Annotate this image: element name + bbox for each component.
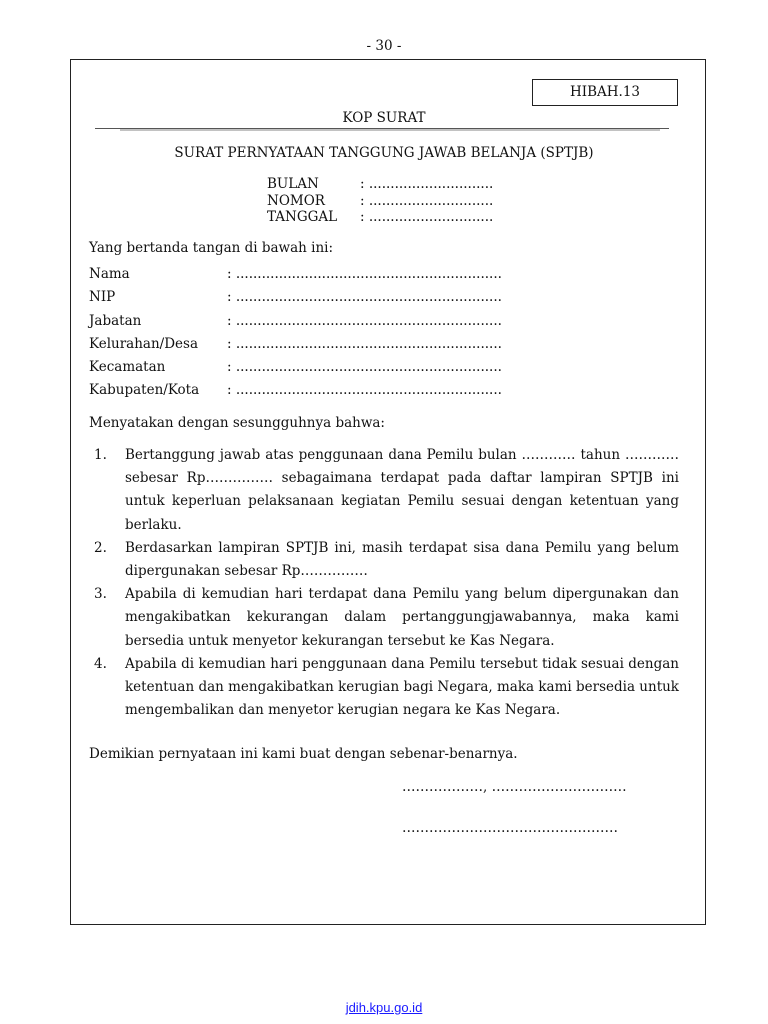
field-label: Kabupaten/Kota [89,382,200,399]
identity-fields [89,265,502,405]
list-number: 4. [94,655,107,672]
field-label: NIP [89,289,116,306]
letterhead-rule-shadow [120,129,660,131]
field-value: : .............................................................. [227,266,502,282]
list-number: 1. [94,447,107,463]
footer-link[interactable]: jdih.kpu.go.id [345,1000,423,1015]
list-item [89,653,679,723]
field-value: : .............................................................. [227,289,502,306]
statement-heading: Menyatakan dengan sesungguhnya bahwa: [89,415,385,431]
intro-text: Yang bertanda tangan di bawah ini: [89,240,334,256]
meta-value: : ............................. [360,209,494,225]
field-row-kelurahan [89,335,502,358]
document-title: SURAT PERNYATAAN TANGGUNG JAWAB BELANJA (SPTJB) [174,145,594,161]
field-label: Kecamatan [89,359,166,376]
list-number: 3. [94,586,107,603]
list-text: Bertanggung jawab atas penggunaan dana Pemilu bulan ………… tahun ………… sebesar Rp…………… sebagaimana terdapat pada daftar lampiran SPTJB ini untuk keperluan pelaksanaan kegiatan Pemilu sesuai dengan ketentuan yang berlaku. [125,447,679,533]
signature-place-date: ………………, ………………………… [402,779,627,795]
signature-name: ………………………………………… [402,820,618,836]
field-value: : .............................................................. [227,359,502,376]
meta-row-nomor [267,193,493,210]
page-number: - 30 - [366,38,402,54]
document-meta [267,176,493,226]
statement-list [89,444,679,722]
letterhead-label: KOP SURAT [342,110,426,126]
field-row-nip [89,288,502,311]
field-row-jabatan [89,312,502,335]
list-number: 2. [94,539,107,556]
field-value: : .............................................................. [227,312,502,329]
list-text: Apabila di kemudian hari penggunaan dana Pemilu tersebut tidak sesuai dengan ketentuan dan mengakibatkan kerugian bagi Negara, maka kami bersedia untuk mengembalikan dan menyetor kerugian negara ke Kas Negara. [125,655,679,719]
closing-text: Demikian pernyataan ini kami buat dengan sebenar-benarnya. [89,746,518,762]
field-label: Jabatan [89,312,142,329]
field-value: : .............................................................. [227,382,502,399]
field-row-kecamatan [89,358,502,381]
form-code-box: HIBAH.13 [532,79,678,106]
list-item [89,537,679,583]
meta-label: TANGGAL [267,209,338,225]
field-row-nama [89,265,502,288]
meta-label: BULAN [267,176,319,192]
meta-label: NOMOR [267,192,325,209]
meta-row-tanggal [267,209,493,226]
footer [0,1000,768,1015]
list-item [89,583,679,653]
meta-value: : ............................. [360,192,494,209]
field-value: : .............................................................. [227,335,502,352]
field-label: Kelurahan/Desa [89,335,199,352]
field-row-kabupaten [89,381,502,404]
list-text: Apabila di kemudian hari terdapat dana Pemilu yang belum dipergunakan dan mengakibatkan kekurangan dalam pertanggungjawabannya, maka kami bersedia untuk menyetor kekurangan tersebut ke Kas Negara. [125,586,679,649]
meta-row-bulan [267,176,493,193]
meta-value: : ............................. [360,176,494,192]
list-text: Berdasarkan lampiran SPTJB ini, masih terdapat sisa dana Pemilu yang belum dipergunakan sebesar Rp…………… [125,539,679,580]
list-item [89,444,679,537]
field-label: Nama [89,266,130,282]
